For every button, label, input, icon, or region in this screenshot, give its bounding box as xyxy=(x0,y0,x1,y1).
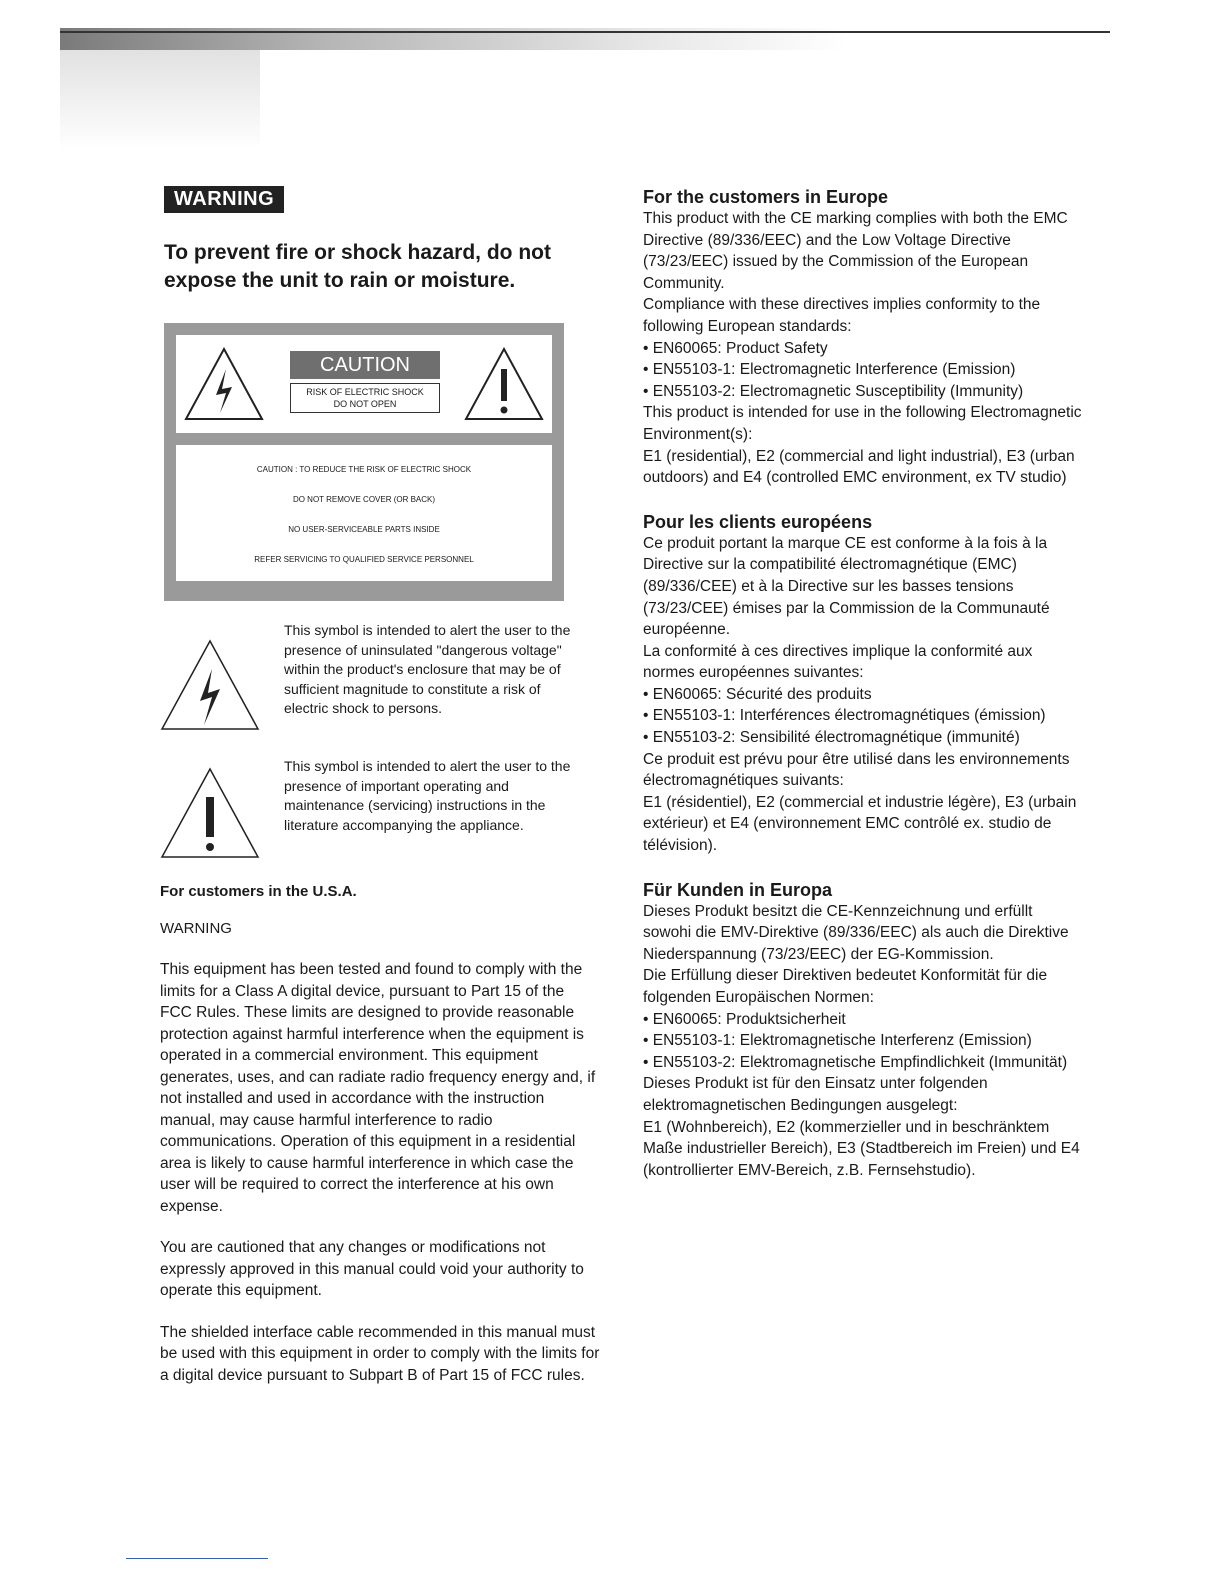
europe-de-line: E1 (Wohnbereich), E2 (kommerzieller und in beschränktem Maße industrieller Bereich), E3 (Stadtbereich im Freien) und E4 (kontrollierter EMV-Bereich, z.B. Fernsehstudio). xyxy=(643,1118,1080,1179)
europe-fr-line: • EN60065: Sécurité des produits xyxy=(643,685,872,703)
caution-subtitle xyxy=(290,383,440,413)
europe-fr-line: Ce produit portant la marque CE est conforme à la fois à la Directive sur la compatibilité électromagnétique (EMC) (89/336/CEE) et à la Directive sur les basses tensions (73/23/CEE) émises par la Commission de la Communauté européenne. xyxy=(643,534,1050,639)
left-column xyxy=(160,186,600,1386)
usa-warning: WARNING xyxy=(160,920,232,937)
europe-en-body xyxy=(643,208,1083,489)
europe-de-heading: Für Kunden in Europa xyxy=(643,879,832,900)
caution-line-3: NO USER-SERVICEABLE PARTS INSIDE xyxy=(288,525,440,534)
lightning-triangle-icon xyxy=(184,347,264,421)
europe-en-line: E1 (residential), E2 (commercial and light industrial), E3 (urban outdoors) and E4 (controlled EMC environment, ex TV studio) xyxy=(643,447,1075,487)
usa-heading: For customers in the U.S.A. xyxy=(160,883,357,900)
usa-paragraph-3: The shielded interface cable recommended in this manual must be used with this equipment in order to comply with the limits for a digital device pursuant to Subpart B of Part 15 of FCC rules. xyxy=(160,1323,600,1384)
lightning-symbol-note xyxy=(160,621,600,751)
caution-title: CAUTION xyxy=(290,351,440,379)
page-headline: To prevent fire or shock hazard, do not expose the unit to rain or moisture. xyxy=(164,241,551,292)
right-column xyxy=(643,186,1083,1181)
header-rule xyxy=(60,31,1110,33)
europe-de-body xyxy=(643,901,1083,1182)
europe-fr-line: La conformité à ces directives implique la conformité aux normes européennes suivantes: xyxy=(643,642,1033,682)
europe-en-line: This product is intended for use in the following Electromagnetic Environment(s): xyxy=(643,404,1082,443)
europe-de-line: Dieses Produkt ist für den Einsatz unter folgenden elektromagnetischen Bedingungen ausgelegt: xyxy=(643,1075,988,1114)
europe-fr-line: Ce produit est prévu pour être utilisé dans les environnements électromagnétiques suivants: xyxy=(643,750,1070,790)
usa-paragraph-1: This equipment has been tested and found to comply with the limits for a Class A digital device, pursuant to Part 15 of the FCC Rules. These limits are designed to provide reasonable protection against harmful interference when the equipment is operated in a commercial environment. This equipment generates, uses, and can radiate radio frequency energy and, if not installed and used in accordance with the instruction manual, may cause harmful interference to radio communications. Operation of this equipment in a residential area is likely to cause harmful interference in which case the user will be required to correct the interference at his own expense. xyxy=(160,961,596,1215)
europe-de-line: • EN60065: Produktsicherheit xyxy=(643,1010,846,1028)
europe-de-line: Die Erfüllung dieser Direktiven bedeutet Konformität für die folgenden Europäischen Normen: xyxy=(643,967,1048,1006)
caution-label-upper xyxy=(176,335,552,433)
europe-fr-body xyxy=(643,533,1083,857)
footer-rule xyxy=(126,1558,268,1559)
europe-de-line: • EN55103-2: Elektromagnetische Empfindlichkeit (Immunität) xyxy=(643,1053,1068,1071)
usa-paragraph-2: You are cautioned that any changes or modifications not expressly approved in this manual could void your authority to operate this equipment. xyxy=(160,1239,584,1299)
europe-en-heading: For the customers in Europe xyxy=(643,187,889,207)
caution-label xyxy=(164,323,564,601)
caution-line-2: DO NOT REMOVE COVER (OR BACK) xyxy=(292,495,436,504)
europe-en-line: • EN55103-2: Electromagnetic Susceptibility (Immunity) xyxy=(643,382,1024,400)
warning-badge: WARNING xyxy=(164,186,284,213)
europe-en-line: This product with the CE marking complies with both the EMC Directive (89/336/EEC) and the Low Voltage Directive (73/23/EEC) issued by the Commission of the European Community. xyxy=(643,210,1068,292)
europe-fr-heading: Pour les clients européens xyxy=(643,511,873,532)
europe-en-line: Compliance with these directives implies conformity to the following European standards: xyxy=(643,296,1041,335)
caution-label-lower xyxy=(176,445,552,581)
europe-en-line: • EN55103-1: Electromagnetic Interference (Emission) xyxy=(643,361,1016,379)
exclamation-symbol-icon xyxy=(160,767,260,859)
europe-fr-line: E1 (résidentiel), E2 (commercial et industrie légère), E3 (urbain extérieur) et E4 (environnement EMC contrôlé ex. studio de télévision). xyxy=(643,793,1077,855)
lightning-symbol-icon xyxy=(160,639,260,731)
europe-fr-line: • EN55103-1: Interférences électromagnétiques (émission) xyxy=(643,707,1046,725)
exclamation-triangle-icon xyxy=(464,347,544,421)
europe-de-line: • EN55103-1: Elektromagnetische Interferenz (Emission) xyxy=(643,1032,1032,1050)
header-fade xyxy=(60,50,260,150)
caution-sub-line2: DO NOT OPEN xyxy=(333,399,397,409)
caution-line-1: CAUTION : TO REDUCE THE RISK OF ELECTRIC SHOCK xyxy=(256,465,472,474)
caution-line-4: REFER SERVICING TO QUALIFIED SERVICE PERSONNEL xyxy=(254,555,474,564)
exclamation-symbol-text: This symbol is intended to alert the user to the presence of important operating and maintenance (servicing) instructions in the literature accompanying the appliance. xyxy=(284,758,571,833)
caution-sub-line1: RISK OF ELECTRIC SHOCK xyxy=(306,387,424,397)
lightning-symbol-text: This symbol is intended to alert the user to the presence of uninsulated "dangerous voltage" within the product's enclosure that may be of sufficient magnitude to constitute a risk of electric shock to persons. xyxy=(284,622,571,716)
europe-en-line: • EN60065: Product Safety xyxy=(643,339,828,357)
exclamation-symbol-note xyxy=(160,757,600,887)
europe-de-line: Dieses Produkt besitzt die CE-Kennzeichnung und erfüllt sowohi die EMV-Direktive (89/336/EEC) als auch die Direktive Niederspannung (73/23/EEC) der EG-Kommission. xyxy=(643,902,1069,963)
europe-fr-line: • EN55103-2: Sensibilité électromagnétique (immunité) xyxy=(643,729,1020,747)
